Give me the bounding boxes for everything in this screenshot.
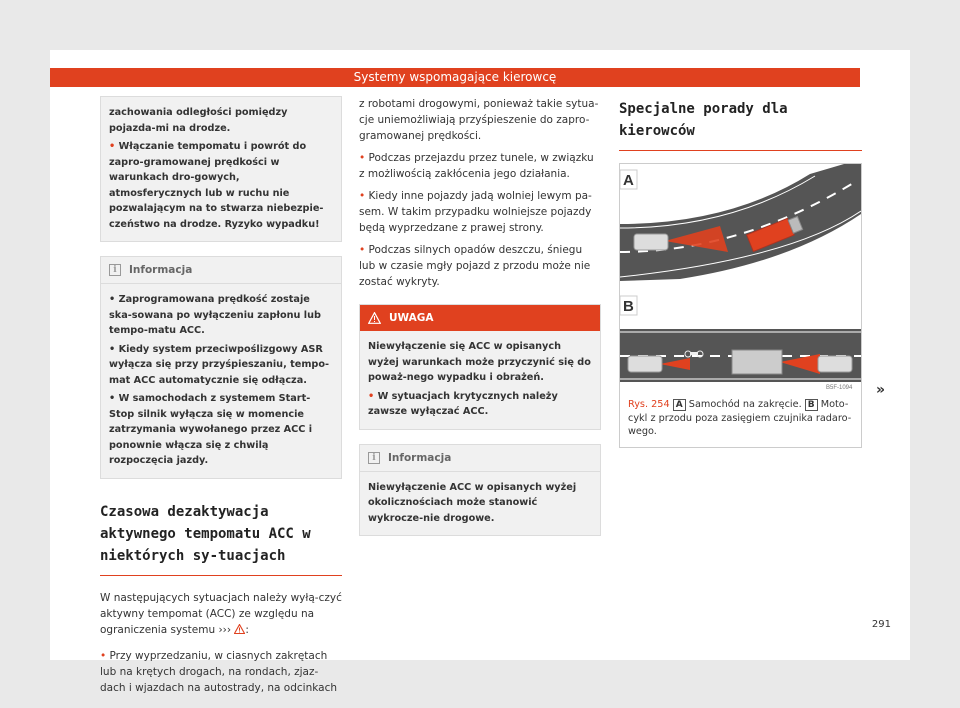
list-item: • Kiedy inne pojazdy jadą wolniej lewym pa-sem. W takim przypadku wolniejsze pojazdy będą wyprzedzane z prawej strony. xyxy=(359,190,592,234)
list-item-text: Kiedy inne pojazdy jadą wolniej lewym pa-sem. W takim przypadku wolniejsze pojazdy będą wyprzedzane z prawej strony. xyxy=(359,190,592,234)
info-bullet-text: W samochodach z systemem Start-Stop silnik wyłącza się w momencie zatrzymania wywołanego przez ACC i ponownie włącza się z chwilą rozpoczęcia jazdy. xyxy=(109,393,313,466)
warning-bullet-text: W sytuacjach krytycznych należy zawsze wyłączać ACC. xyxy=(368,390,558,417)
page-header: Systemy wspomagające kierowcę xyxy=(50,68,860,87)
warning-text: Niewyłączenie się ACC w opisanych wyżej warunkach może przyczynić się do poważ-nego wypadku i obrażeń. xyxy=(368,341,591,383)
warning-bullet: • W sytuacjach krytycznych należy zawsze wyłączać ACC. xyxy=(368,390,558,417)
info-box-2 xyxy=(359,444,601,537)
page-number: 291 xyxy=(871,619,891,630)
warning-continuation-text: zachowania odległości pomiędzy pojazda-mi na drodze. xyxy=(109,107,288,134)
caption-text-b: Moto-cykl z przodu poza zasięgiem czujnika radaro-wego. xyxy=(628,399,852,437)
caption-label-a: A xyxy=(673,399,686,411)
column-1 xyxy=(100,96,342,696)
info-box-header xyxy=(360,445,600,472)
info-icon: i xyxy=(368,452,380,464)
info-box-header xyxy=(101,257,341,284)
section-title: Specjalne porady dla kierowców xyxy=(619,96,862,151)
figure-label-b: B xyxy=(623,298,634,315)
warning-bullet: • Włączanie tempomatu i powrót do zapro-gramowanej prędkości w warunkach dro-gowych, atmosferycznych lub w ruchu nie pozwalającym na to stwarza niebezpie-czeństwo na drodze. Ryzyko wypadku! xyxy=(109,141,324,230)
info-box-title: Informacja xyxy=(388,451,452,464)
intro-text: W następujących sytuacjach należy wyłą-czyć aktywny tempomat (ACC) ze względu na ograniczenia systemu xyxy=(100,591,342,636)
caption-text-a: Samochód na zakręcie. xyxy=(688,399,802,410)
warning-triangle-icon xyxy=(234,624,245,634)
list-item-text: Podczas silnych opadów deszczu, śniegu lub w czasie mgły pojazd z przodu może nie zostać wykryty. xyxy=(359,244,591,288)
car xyxy=(634,234,668,250)
info-bullet: • Kiedy system przeciwpoślizgowy ASR wyłącza się przy przyśpieszaniu, tempo-mat ACC automatycznie się odłącza. xyxy=(109,343,330,386)
info-bullet-text: Zaprogramowana prędkość zostaje ska-sowana po wyłączeniu zapłonu lub tempo-matu ACC. xyxy=(109,294,321,336)
list-item: • Przy wyprzedzaniu, w ciasnych zakrętach lub na krętych drogach, na rondach, zjaz-dach i wjazdach na autostrady, na odcinkach xyxy=(100,649,338,694)
warning-box-title: UWAGA xyxy=(389,312,434,324)
car xyxy=(628,356,662,372)
warning-continuation-box xyxy=(100,96,342,242)
caption-label-b: B xyxy=(805,399,818,411)
figure-code: B5F-1094 xyxy=(826,385,853,391)
info-box-1 xyxy=(100,256,342,479)
column-3 xyxy=(619,96,862,448)
continuation-paragraph: z robotami drogowymi, ponieważ takie sytua-cje uniemożliwiają przyśpieszenie do zapro-gramowanej prędkości. xyxy=(359,98,599,142)
continue-mark: » xyxy=(876,382,886,398)
warning-bullet-text: Włączanie tempomatu i powrót do zapro-gramowanej prędkości w warunkach dro-gowych, atmosferycznych lub w ruchu nie pozwalającym na to stwarza niebezpie-czeństwo na drodze. Ryzyko wypadku! xyxy=(109,141,324,230)
info-bullet-text: Kiedy system przeciwpoślizgowy ASR wyłącza się przy przyśpieszaniu, tempo-mat ACC automatycznie się odłącza. xyxy=(109,343,330,386)
info-box-title: Informacja xyxy=(129,264,193,276)
warning-triangle-icon xyxy=(368,312,381,324)
section-title: Czasowa dezaktywacja aktywnego tempomatu ACC w niektórych sy-tuacjach xyxy=(100,501,342,576)
info-icon: i xyxy=(109,264,121,276)
figure-label-a: A xyxy=(623,172,634,189)
warning-box-header xyxy=(360,305,600,331)
column-2 xyxy=(359,96,601,548)
warning-box xyxy=(359,304,601,430)
cross-reference[interactable]: ››› xyxy=(218,623,232,636)
figure-caption xyxy=(620,392,861,447)
info-text: Niewyłączenie ACC w opisanych wyżej okolicznościach może stanowić wykrocze-nie drogowe. xyxy=(368,481,577,524)
list-item: • Podczas przejazdu przez tunele, w związku z możliwością zakłócenia jego działania. xyxy=(359,152,594,180)
car xyxy=(818,356,852,372)
intro-paragraph: W następujących sytuacjach należy wyłą-czyć aktywny tempomat (ACC) ze względu na ograniczenia systemu ››› : xyxy=(100,591,342,636)
info-bullet: • Zaprogramowana prędkość zostaje ska-sowana po wyłączeniu zapłonu lub tempo-matu ACC. xyxy=(109,294,321,336)
list-item-text: Podczas przejazdu przez tunele, w związku z możliwością zakłócenia jego działania. xyxy=(359,152,594,180)
figure xyxy=(619,163,862,448)
figure-illustration xyxy=(620,164,861,392)
list-item: • Podczas silnych opadów deszczu, śniegu lub w czasie mgły pojazd z przodu może nie zostać wykryty. xyxy=(359,244,591,288)
truck xyxy=(732,350,782,374)
info-bullet: • W samochodach z systemem Start-Stop silnik wyłącza się w momencie zatrzymania wywołanego przez ACC i ponownie włącza się z chwilą rozpoczęcia jazdy. xyxy=(109,393,313,466)
figure-number: Rys. 254 xyxy=(628,399,670,410)
list-item-text: Przy wyprzedzaniu, w ciasnych zakrętach lub na krętych drogach, na rondach, zjaz-dach i wjazdach na autostrady, na odcinkach xyxy=(100,649,338,694)
